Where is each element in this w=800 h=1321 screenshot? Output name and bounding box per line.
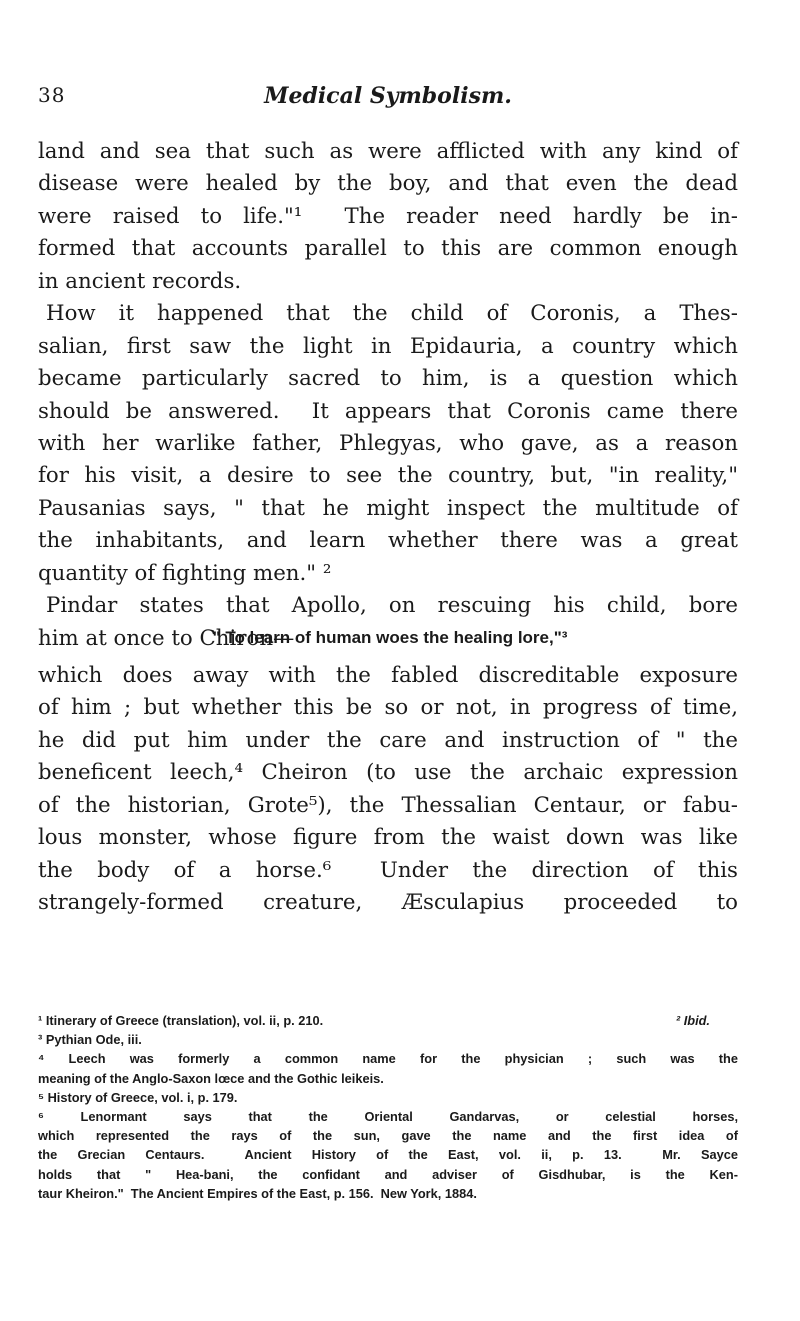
footnote-6-line: which represented the rays of the sun, gave the name and the first idea of [38, 1128, 738, 1144]
footnote-4-line: ⁴ Leech was formerly a common name for the physician ; such was the [38, 1051, 738, 1067]
text-line: the body of a horse.⁶ Under the direction of this [38, 857, 738, 883]
text-line: of the historian, Grote⁵), the Thessalian Centaur, or fabu- [38, 792, 738, 818]
footnote-6-line: ⁶ Lenormant says that the Oriental Gandarvas, or celestial horses, [38, 1109, 738, 1125]
text-line: were raised to life."¹ The reader need hardly be in- [38, 203, 738, 229]
verse-quote: " To learn of human woes the healing lore,"³ [212, 628, 568, 647]
text-line: should be answered. It appears that Coronis came there [38, 398, 738, 424]
text-line: Pausanias says, " that he might inspect the multitude of [38, 495, 738, 521]
text-line: him at once to Chiron— [38, 625, 295, 651]
text-line: How it happened that the child of Coronis, a Thes- [46, 301, 738, 327]
footnote-6-line: taur Kheiron." The Ancient Empires of the East, p. 156. New York, 1884. [38, 1185, 477, 1201]
running-title: Medical Symbolism. [264, 83, 512, 109]
body-text-upper [38, 136, 738, 655]
text-line: he did put him under the care and instruction of " the [38, 727, 738, 753]
text-line: beneficent leech,⁴ Cheiron (to use the archaic expression [38, 760, 738, 786]
footnote-3: ³ Pythian Ode, iii. [38, 1032, 142, 1048]
text-line: of him ; but whether this be so or not, in progress of time, [38, 695, 738, 721]
footnotes [38, 1011, 738, 1203]
text-line: for his visit, a desire to see the country, but, "in reality," [38, 463, 738, 489]
page-header [38, 83, 738, 113]
text-line: disease were healed by the boy, and that even the dead [38, 171, 738, 197]
page-number: 38 [38, 83, 66, 107]
text-line: strangely-formed creature, Æsculapius proceeded to [38, 890, 738, 916]
text-line: with her warlike father, Phlegyas, who gave, as a reason [38, 430, 738, 456]
text-line: formed that accounts parallel to this are common enough [38, 236, 738, 262]
text-line: became particularly sacred to him, is a question which [38, 366, 738, 392]
text-line: Pindar states that Apollo, on rescuing his child, bore [46, 593, 738, 619]
text-line: quantity of fighting men." ² [38, 560, 332, 586]
text-line: land and sea that such as were afflicted with any kind of [38, 139, 738, 164]
footnote-5: ⁵ History of Greece, vol. i, p. 179. [38, 1089, 238, 1105]
footnote-6-line: holds that " Hea-bani, the confidant and adviser of Gisdhubar, is the Ken- [38, 1166, 738, 1182]
footnote-2: ² Ibid. [675, 1013, 710, 1028]
text-line: the inhabitants, and learn whether there was a great [38, 528, 738, 554]
body-text-lower [38, 660, 738, 920]
text-line: in ancient records. [38, 268, 242, 294]
footnote-4-line: meaning of the Anglo-Saxon lœce and the Gothic leikeis. [38, 1070, 384, 1086]
footnote-1: ¹ Itinerary of Greece (translation), vol. ii, p. 210. [38, 1013, 324, 1028]
text-line: lous monster, whose figure from the waist down was like [38, 825, 738, 851]
footnote-6-line: the Grecian Centaurs. Ancient History of the East, vol. ii, p. 13. Mr. Sayce [38, 1147, 738, 1163]
text-line: which does away with the fabled discreditable exposure [38, 663, 738, 688]
footnote-row [38, 1011, 738, 1030]
text-line: salian, first saw the light in Epidauria, a country which [38, 333, 738, 359]
